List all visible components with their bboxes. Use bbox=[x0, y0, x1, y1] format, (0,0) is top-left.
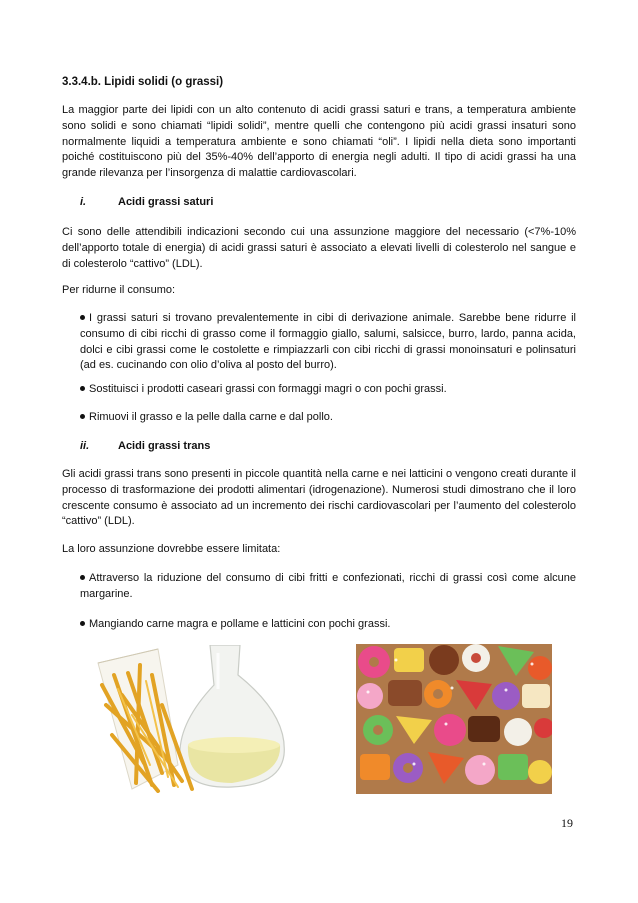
subheading-label: Acidi grassi saturi bbox=[118, 196, 214, 208]
subheading-number: i. bbox=[80, 196, 87, 208]
bullet-icon bbox=[80, 315, 85, 320]
bullet-icon bbox=[80, 386, 85, 391]
trans-lead: La loro assunzione dovrebbe essere limitata: bbox=[62, 543, 281, 555]
subheading-label: Acidi grassi trans bbox=[118, 440, 211, 452]
subheading-trans bbox=[80, 440, 210, 452]
section-title: 3.3.4.b. Lipidi solidi (o grassi) bbox=[62, 76, 224, 88]
pastries-image bbox=[356, 644, 552, 794]
bullet-icon bbox=[80, 621, 85, 626]
list-item: Mangiando carne magra e pollame e latticini con pochi grassi. bbox=[80, 617, 576, 633]
page-number: 19 bbox=[561, 816, 573, 830]
fries-and-oil-image bbox=[92, 645, 292, 793]
bullet-icon bbox=[80, 575, 85, 580]
trans-paragraph: Gli acidi grassi trans sono presenti in piccole quantità nella carne e nei latticini o vengono creati durante il processo di trasformazione dei prodotti alimentari (idrogenazione). Numerosi studi dimostrano che il loro crescente consumo è associato ad un incremento dei rischi cardiovascolari per l’aumento del colesterolo “cattivo” (LDL). bbox=[62, 468, 576, 528]
list-item: Sostituisci i prodotti caseari grassi con formaggi magri o con pochi grassi. bbox=[80, 382, 576, 398]
bullet-icon bbox=[80, 414, 85, 419]
saturated-paragraph: Ci sono delle attendibili indicazioni secondo cui una assunzione maggiore del necessario (<7%-10% dell’apporto totale di energia) di acidi grassi saturi è associato a elevati livelli di colesterolo nel sangue e di colesterolo “cattivo” (LDL). bbox=[62, 226, 576, 270]
intro-paragraph: La maggior parte dei lipidi con un alto contenuto di acidi grassi saturi e trans, a temperatura ambiente sono solidi e sono chiamati “lipidi solidi”, mentre quelli che contengono più acidi grassi insaturi sono normalmente liquidi a temperatura ambiente e sono chiamati “oli”. I lipidi nella dieta sono importanti poiché costituiscono più del 35%-40% dell’apporto di energia negli adulti. Il tipo di acidi grassi ha una grande rilevanza per l’insorgenza di malattie cardiovascolari. bbox=[62, 104, 576, 180]
subheading-number: ii. bbox=[80, 440, 90, 452]
saturated-lead: Per ridurne il consumo: bbox=[62, 284, 176, 296]
list-item: I grassi saturi si trovano prevalentemente in cibi di derivazione animale. Sarebbe bene ridurre il consumo di cibi ricchi di grasso come il formaggio giallo, salumi, salsicce, burro, lardo, panna acida, dolci e cibi grassi come le costolette e rimpiazzarli con cibi ricchi di grassi monoinsaturi e polinsaturi (ad es. cucinando con olio d’oliva al posto del burro). bbox=[80, 312, 576, 372]
list-item: Rimuovi il grasso e la pelle dalla carne e dal pollo. bbox=[80, 410, 576, 426]
subheading-saturated bbox=[80, 196, 213, 208]
list-item: Attraverso la riduzione del consumo di cibi fritti e confezionati, ricchi di grassi così come alcune margarine. bbox=[80, 572, 576, 600]
